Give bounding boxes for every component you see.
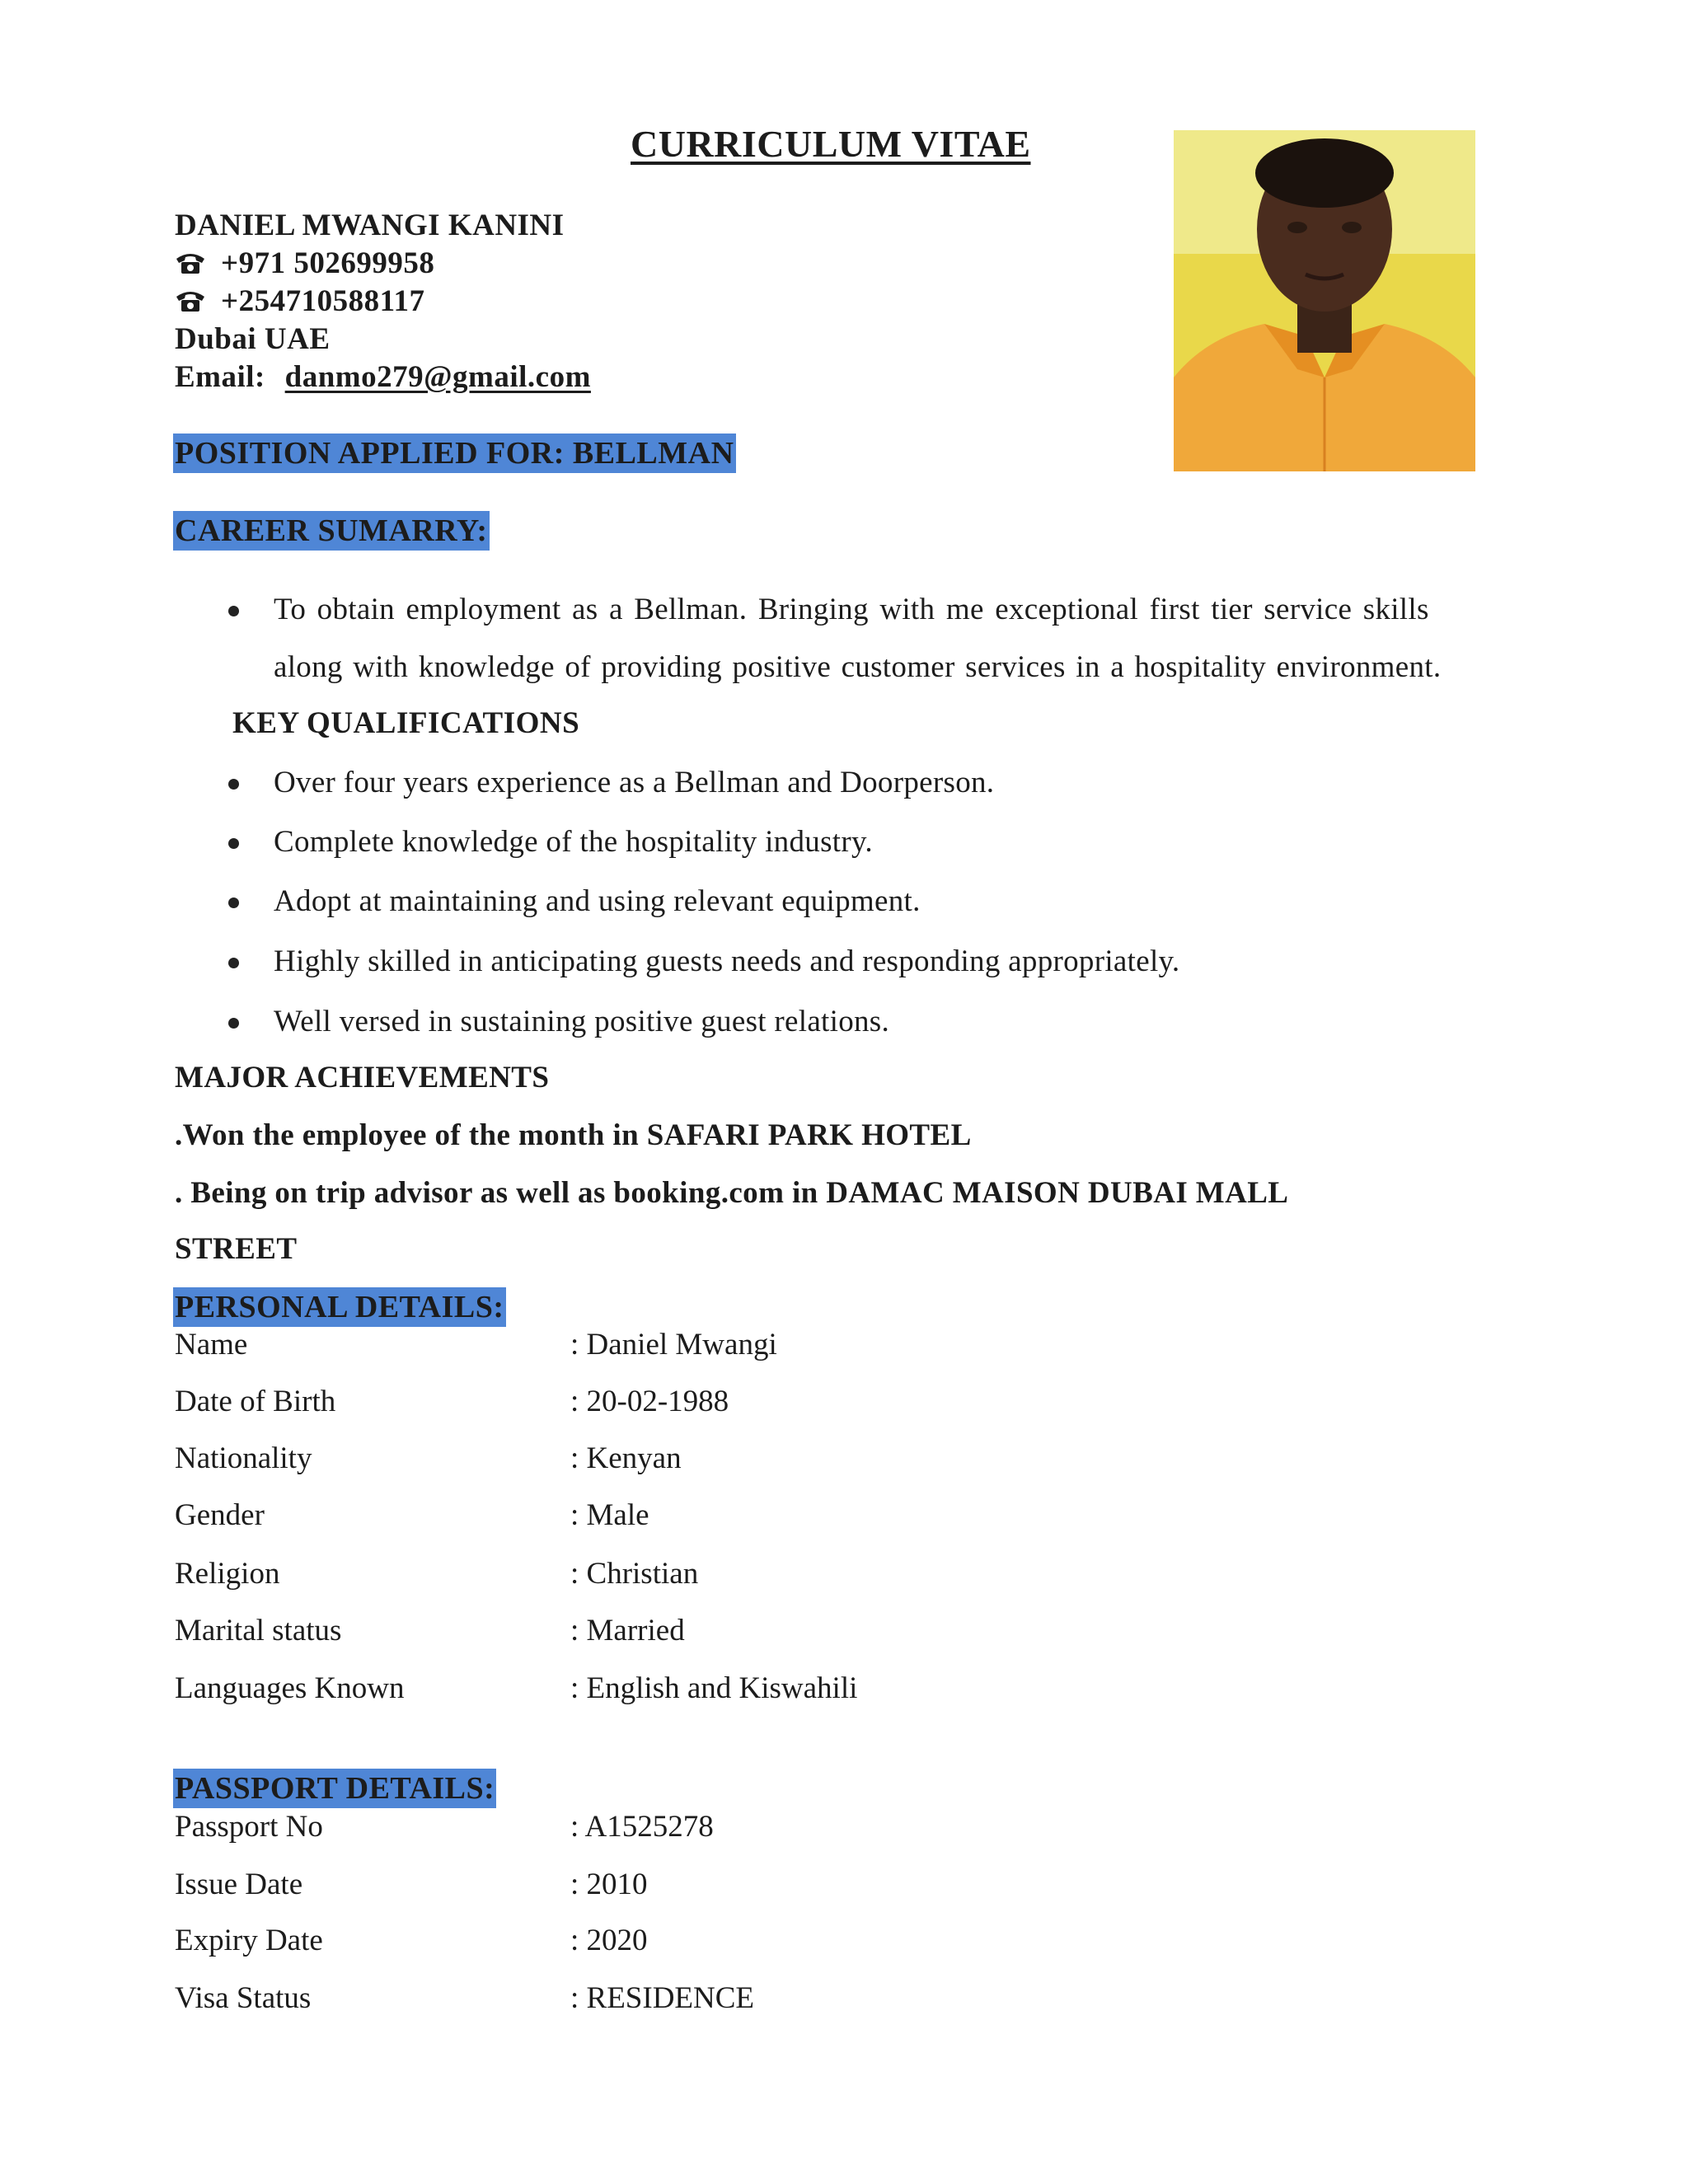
personal-value: : 20-02-1988 — [570, 1385, 729, 1418]
achievement-line-1: .Won the employee of the month in SAFARI PARK HOTEL — [175, 1118, 972, 1152]
phone-line-2 — [175, 284, 425, 319]
location: Dubai UAE — [175, 322, 331, 356]
bullet-icon — [228, 779, 239, 790]
personal-label: Religion — [175, 1557, 280, 1591]
phone-number-2[interactable]: +254710588117 — [221, 284, 425, 318]
profile-photo — [1174, 130, 1475, 471]
qualification-item: Highly skilled in anticipating guests needs and responding appropriately. — [274, 944, 1180, 978]
passport-value: : 2010 — [570, 1868, 648, 1901]
passport-value: : 2020 — [570, 1924, 648, 1957]
qualification-item: Over four years experience as a Bellman and Doorperson. — [274, 766, 995, 799]
career-summary-line-2: along with knowledge of providing positive customer services in a hospitality environment. — [274, 650, 1442, 684]
personal-value: : Male — [570, 1498, 649, 1532]
bullet-icon — [228, 838, 239, 849]
passport-label: Visa Status — [175, 1981, 312, 2015]
personal-label: Nationality — [175, 1441, 312, 1475]
personal-label: Gender — [175, 1498, 265, 1532]
passport-label: Expiry Date — [175, 1924, 323, 1957]
passport-value: : A1525278 — [570, 1810, 714, 1844]
phone-line-1 — [175, 246, 434, 281]
qualification-item: Adopt at maintaining and using relevant equipment. — [274, 884, 921, 918]
email-label: Email: — [175, 360, 265, 394]
person-photo-illustration — [1174, 130, 1475, 471]
passport-label: Passport No — [175, 1810, 323, 1844]
email-line — [175, 359, 591, 395]
applicant-name: DANIEL MWANGI KANINI — [175, 209, 565, 242]
qualification-item: Complete knowledge of the hospitality industry. — [274, 825, 873, 859]
personal-value: : English and Kiswahili — [570, 1671, 858, 1705]
personal-label: Name — [175, 1328, 248, 1361]
career-summary-line-1: To obtain employment as a Bellman. Bringing with me exceptional first tier service skills — [274, 593, 1429, 626]
qualification-item: Well versed in sustaining positive guest relations. — [274, 1005, 890, 1038]
personal-label: Languages Known — [175, 1671, 405, 1705]
personal-details-heading: PERSONAL DETAILS: — [173, 1287, 506, 1327]
email-link[interactable]: danmo279@gmail.com — [284, 360, 591, 394]
passport-label: Issue Date — [175, 1868, 303, 1901]
personal-value: : Married — [570, 1614, 685, 1647]
document-title: CURRICULUM VITAE — [631, 123, 1031, 165]
personal-label: Marital status — [175, 1614, 342, 1647]
telephone-icon — [175, 251, 206, 275]
bullet-icon — [228, 1018, 239, 1029]
bullet-icon — [228, 898, 239, 908]
bullet-icon — [228, 606, 239, 616]
career-summary-heading: CAREER SUMARRY: — [173, 511, 490, 551]
achievement-line-3: STREET — [175, 1232, 298, 1266]
personal-value: : Daniel Mwangi — [570, 1328, 777, 1361]
major-achievements-heading: MAJOR ACHIEVEMENTS — [175, 1061, 550, 1094]
phone-number-1[interactable]: +971 502699958 — [221, 246, 435, 280]
bullet-icon — [228, 958, 239, 968]
personal-label: Date of Birth — [175, 1385, 336, 1418]
personal-value: : Christian — [570, 1557, 699, 1591]
achievement-line-2: . Being on trip advisor as well as booking.com in DAMAC MAISON DUBAI MALL — [175, 1176, 1289, 1210]
key-qualifications-heading: KEY QUALIFICATIONS — [232, 706, 580, 740]
personal-value: : Kenyan — [570, 1441, 682, 1475]
passport-value: : RESIDENCE — [570, 1981, 755, 2015]
passport-details-heading: PASSPORT DETAILS: — [173, 1769, 496, 1808]
telephone-icon — [175, 288, 206, 313]
position-applied-heading: POSITION APPLIED FOR: BELLMAN — [173, 434, 736, 473]
